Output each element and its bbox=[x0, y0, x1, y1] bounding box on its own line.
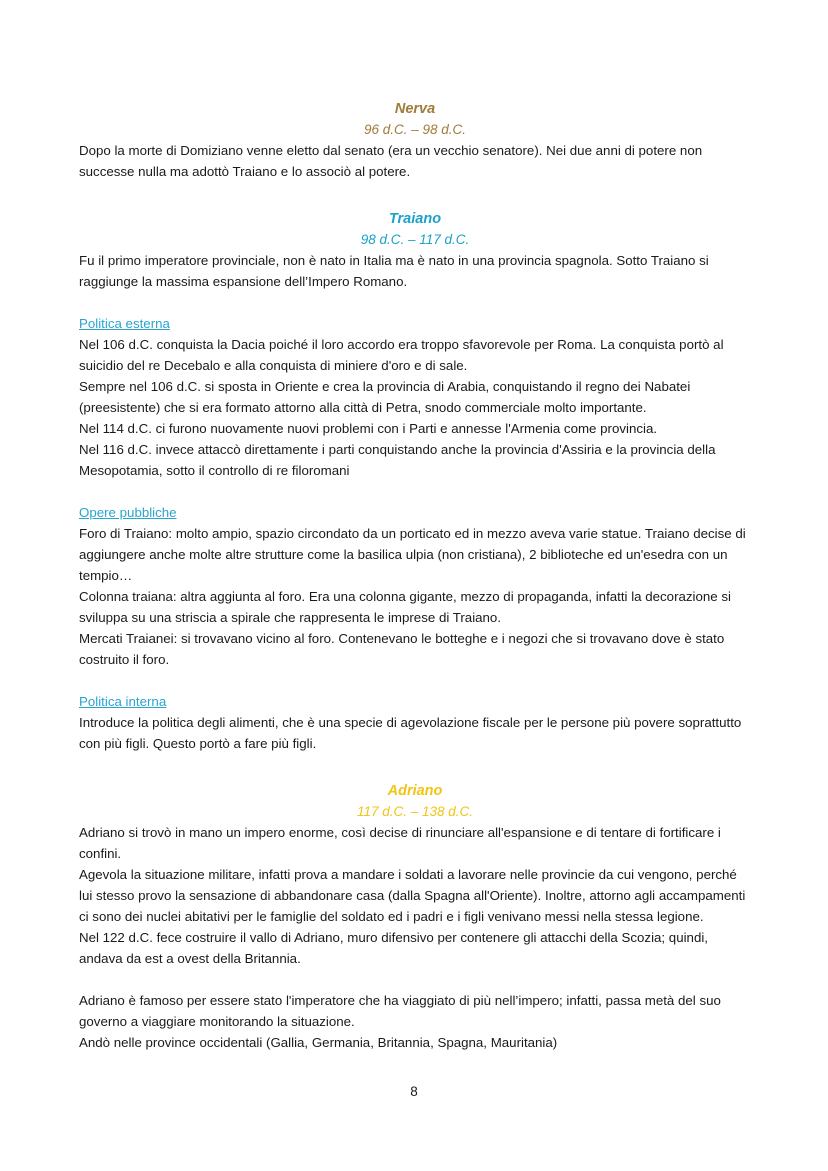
paragraph: Introduce la politica degli alimenti, che è una specie di agevolazione fiscale per le persone più povere soprattutto con più figli. Questo portò a fare più figli. bbox=[79, 715, 742, 751]
paragraph: Andò nelle province occidentali (Gallia, Germania, Britannia, Spagna, Mauritania) bbox=[79, 1035, 558, 1050]
paragraph: Nel 114 d.C. ci furono nuovamente nuovi problemi con i Parti e annesse l'Armenia come provincia. bbox=[79, 421, 658, 436]
paragraph: Fu il primo imperatore provinciale, non è nato in Italia ma è nato in una provincia spagnola. Sotto Traiano si raggiunge la massima espansione dell’Impero Romano. bbox=[79, 253, 709, 289]
paragraph: Dopo la morte di Domiziano venne eletto dal senato (era un vecchio senatore). Nei due anni di potere non successe nulla ma adottò Traiano e lo associò al potere. bbox=[79, 143, 703, 179]
section-title-adriano: Adriano bbox=[387, 783, 443, 799]
section-title-traiano: Traiano bbox=[388, 211, 442, 227]
paragraph: Mercati Traianei: si trovavano vicino al foro. Contenevano le botteghe e i negozi che si trovavano dove è stato costruito il foro. bbox=[79, 631, 725, 667]
document-page bbox=[79, 98, 751, 1053]
page-number: 8 bbox=[410, 1084, 418, 1099]
paragraph: Agevola la situazione militare, infatti prova a mandare i soldati a lavorare nelle provincie da cui vengono, perché lui stesso provo la sensazione di abbandonare casa (dalla Spagna all'Oriente). Inoltre, attorno agli accampamenti ci sono dei nuclei abitativi per le famiglie del soldato ed i padri e i figli venivano messi nella stessa legione. bbox=[79, 867, 746, 924]
paragraph: Adriano è famoso per essere stato l'imperatore che ha viaggiato di più nell’impero; infatti, passa metà del suo governo a viaggiare monitorando la situazione. bbox=[79, 993, 721, 1029]
section-dates-nerva: 96 d.C. – 98 d.C. bbox=[363, 122, 467, 137]
paragraph: Nel 106 d.C. conquista la Dacia poiché il loro accordo era troppo sfavorevole per Roma. La conquista portò al suicidio del re Decebalo e alla conquista di miniere d'oro e di sale. bbox=[79, 337, 724, 373]
paragraph: Adriano si trovò in mano un impero enorme, così decise di rinunciare all'espansione e di tentare di fortificare i confini. bbox=[79, 825, 721, 861]
paragraph: Sempre nel 106 d.C. si sposta in Oriente e crea la provincia di Arabia, conquistando il regno dei Nabatei (preesistente) che si era formato attorno alla città di Petra, snodo commerciale molto importante. bbox=[79, 379, 691, 415]
paragraph: Nel 116 d.C. invece attaccò direttamente i parti conquistando anche la provincia d'Assiria e la provincia della Mesopotamia, sotto il controllo di re filoromani bbox=[79, 442, 716, 478]
paragraph: Colonna traiana: altra aggiunta al foro. Era una colonna gigante, mezzo di propaganda, infatti la decorazione si sviluppa su una striscia a spirale che rappresenta le imprese di Traiano. bbox=[79, 589, 731, 625]
paragraph: Nel 122 d.C. fece costruire il vallo di Adriano, muro difensivo per contenere gli attacchi della Scozia; quindi, andava da est a ovest della Britannia. bbox=[79, 930, 708, 966]
subheading-opere-pubbliche[interactable]: Opere pubbliche bbox=[79, 505, 177, 520]
subheading-politica-esterna[interactable]: Politica esterna bbox=[79, 316, 170, 331]
section-dates-adriano: 117 d.C. – 138 d.C. bbox=[356, 804, 474, 819]
paragraph: Foro di Traiano: molto ampio, spazio circondato da un porticato ed in mezzo aveva varie statue. Traiano decise di aggiungere anche molte altre strutture come la basilica ulpia (non cristiana), 2 biblioteche ed un'esedra con un tempio… bbox=[79, 526, 746, 583]
section-title-nerva: Nerva bbox=[394, 101, 436, 117]
subheading-politica-interna[interactable]: Politica interna bbox=[79, 694, 167, 709]
section-dates-traiano: 98 d.C. – 117 d.C. bbox=[360, 232, 470, 247]
